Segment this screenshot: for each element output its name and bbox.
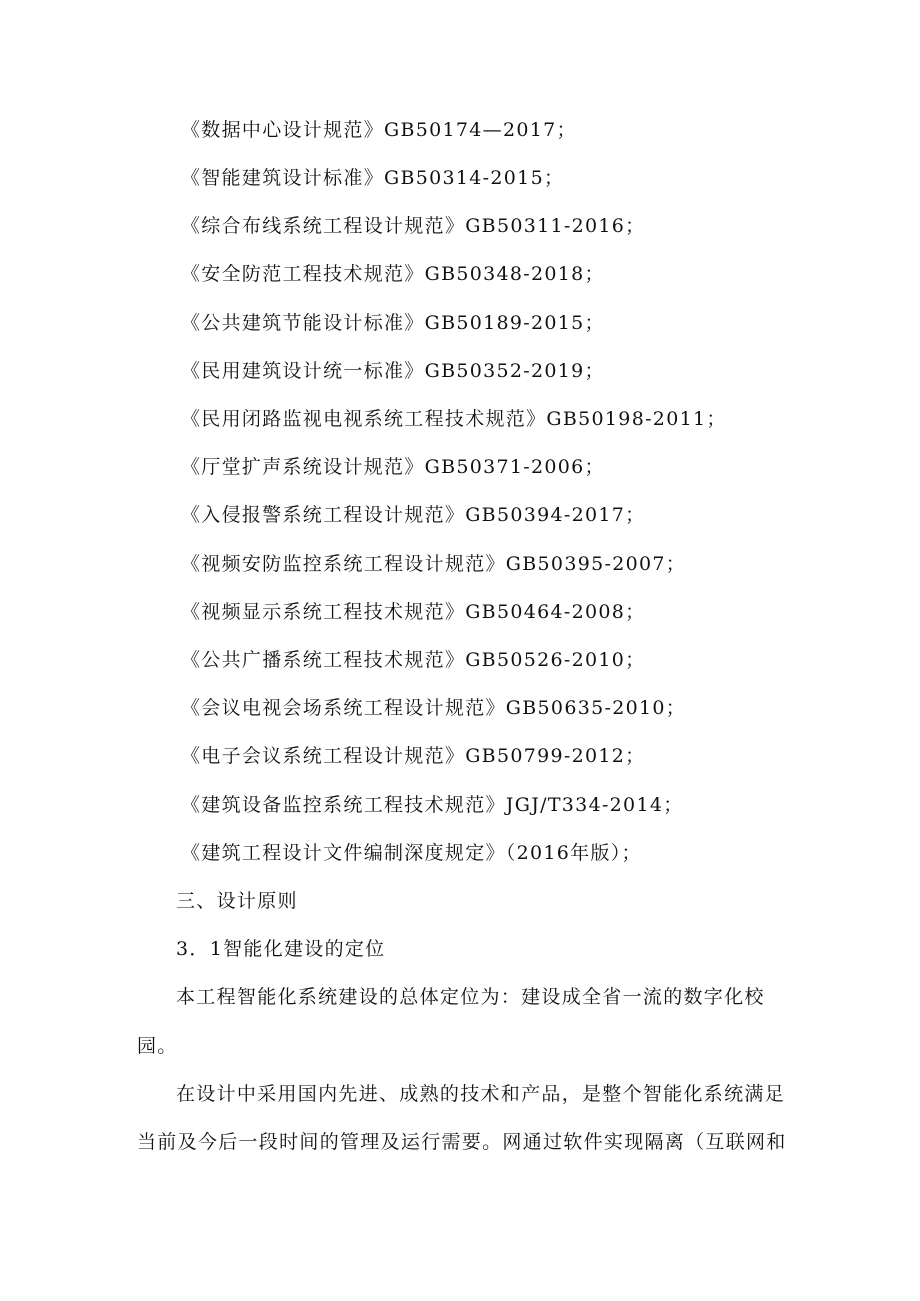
reference-item: 《智能建筑设计标准》GB50314-2015； (181, 167, 565, 189)
paragraph-line: 园。 (137, 1035, 178, 1057)
subsection-heading: 3．1智能化建设的定位 (176, 938, 386, 960)
reference-item: 《民用闭路监视电视系统工程技术规范》GB50198-2011； (181, 408, 727, 430)
reference-item: 《公共广播系统工程技术规范》GB50526-2010； (181, 649, 646, 671)
reference-item: 《入侵报警系统工程设计规范》GB50394-2017； (181, 504, 646, 526)
reference-item: 《视频显示系统工程技术规范》GB50464-2008； (181, 601, 646, 623)
reference-item: 《建筑工程设计文件编制深度规定》（2016年版）； (181, 842, 642, 864)
reference-item: 《建筑设备监控系统工程技术规范》JGJ/T334-2014； (181, 794, 684, 816)
paragraph-line: 当前及今后一段时间的管理及运行需要。网通过软件实现隔离（互联网和 (137, 1131, 787, 1153)
reference-item: 《数据中心设计规范》GB50174—2017； (181, 119, 577, 141)
section-heading: 三、设计原则 (176, 890, 298, 912)
reference-item: 《厅堂扩声系统设计规范》GB50371-2006； (181, 456, 605, 478)
reference-item: 《视频安防监控系统工程设计规范》GB50395-2007； (181, 553, 687, 575)
reference-item: 《会议电视会场系统工程设计规范》GB50635-2010； (181, 697, 687, 719)
reference-item: 《民用建筑设计统一标准》GB50352-2019； (181, 360, 605, 382)
paragraph-line: 本工程智能化系统建设的总体定位为：建设成全省一流的数字化校 (176, 986, 765, 1008)
reference-item: 《电子会议系统工程设计规范》GB50799-2012； (181, 745, 646, 767)
paragraph-line: 在设计中采用国内先进、成熟的技术和产品，是整个智能化系统满足 (176, 1083, 786, 1105)
reference-item: 《公共建筑节能设计标准》GB50189-2015； (181, 312, 605, 334)
reference-item: 《安全防范工程技术规范》GB50348-2018； (181, 263, 605, 285)
reference-item: 《综合布线系统工程设计规范》GB50311-2016； (181, 215, 646, 237)
